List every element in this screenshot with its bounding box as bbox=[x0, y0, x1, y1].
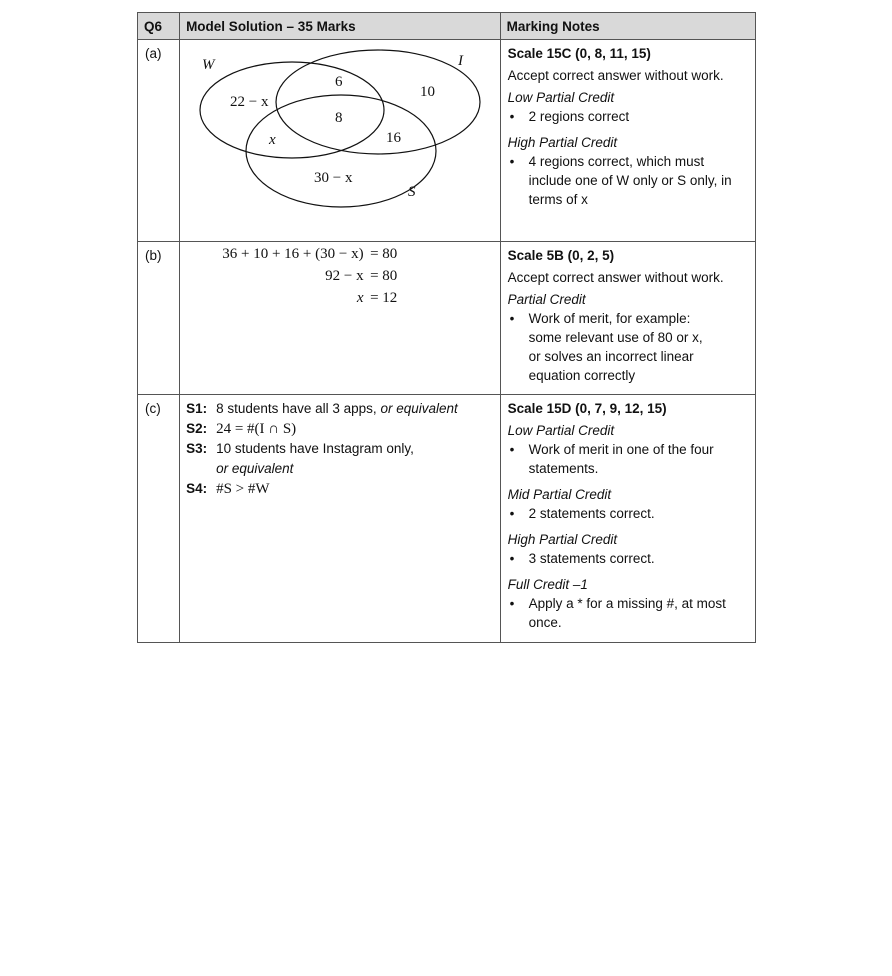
part-b-bullet bbox=[508, 309, 749, 385]
part-a-high-credit: High Partial Credit bbox=[507, 135, 618, 150]
part-c-notes bbox=[500, 395, 755, 643]
s2-text: 24 = #(I ∩ S) bbox=[216, 421, 297, 437]
bullet-icon: • bbox=[509, 596, 515, 611]
s4-label: S4: bbox=[186, 481, 208, 496]
part-c-full-text: Apply a * for a missing #, at most once. bbox=[528, 596, 726, 630]
part-c-mid-bullet bbox=[508, 504, 749, 523]
part-a-scale: Scale 15C (0, 8, 11, 15) bbox=[507, 46, 651, 61]
venn-w-i-only: 6 bbox=[335, 74, 343, 90]
header-q: Q6 bbox=[138, 13, 180, 40]
s4-text: #S > #W bbox=[216, 481, 270, 497]
part-a-high-bullet bbox=[508, 152, 749, 209]
venn-w-only: 22 − x bbox=[230, 94, 269, 110]
bullet-icon: • bbox=[509, 506, 515, 521]
eq1-left: 36 + 10 + 16 + (30 − x) bbox=[222, 246, 364, 262]
row-part-a bbox=[138, 40, 756, 242]
part-b-label: (b) bbox=[138, 242, 180, 395]
part-b-b1-line3: or solves an incorrect linear bbox=[528, 349, 694, 364]
part-b-notes bbox=[500, 242, 755, 395]
bullet-icon: • bbox=[509, 109, 515, 124]
venn-i-only: 10 bbox=[420, 84, 436, 100]
part-c-high-credit: High Partial Credit bbox=[507, 532, 618, 547]
venn-s-only: 30 − x bbox=[314, 170, 353, 186]
bullet-icon: • bbox=[509, 442, 515, 457]
marking-scheme-table bbox=[137, 12, 756, 643]
part-b-b1-line4: equation correctly bbox=[528, 368, 636, 383]
s2-label: S2: bbox=[186, 421, 208, 436]
row-part-b bbox=[138, 242, 756, 395]
part-b-solution bbox=[180, 242, 501, 395]
s3-label: S3: bbox=[186, 441, 208, 456]
statement-s3 bbox=[186, 439, 494, 479]
s1-text: 8 students have all 3 apps, bbox=[216, 401, 377, 416]
part-c-low-credit: Low Partial Credit bbox=[507, 423, 615, 438]
bullet-icon: • bbox=[509, 551, 515, 566]
s3-equiv: or equivalent bbox=[216, 461, 294, 476]
s1-equiv: or equivalent bbox=[380, 401, 458, 416]
s3-text: 10 students have Instagram only, bbox=[216, 441, 414, 456]
part-a-accept: Accept correct answer without work. bbox=[507, 68, 724, 83]
part-b-b1-line2: some relevant use of 80 or x, bbox=[528, 330, 703, 345]
venn-diagram bbox=[180, 40, 500, 238]
part-a-low-bullet bbox=[508, 107, 749, 126]
venn-ellipse-i bbox=[276, 50, 480, 154]
s1-label: S1: bbox=[186, 401, 208, 416]
eq3-left: x bbox=[356, 290, 364, 306]
part-c-mid-credit: Mid Partial Credit bbox=[507, 487, 612, 502]
eq1-right: = 80 bbox=[370, 246, 398, 262]
part-b-accept: Accept correct answer without work. bbox=[507, 270, 724, 285]
part-c-scale: Scale 15D (0, 7, 9, 12, 15) bbox=[507, 401, 667, 416]
part-b-scale: Scale 5B (0, 2, 5) bbox=[507, 248, 615, 263]
header-row bbox=[138, 13, 756, 40]
header-solution: Model Solution – 35 Marks bbox=[180, 13, 501, 40]
part-a-notes bbox=[500, 40, 755, 242]
part-c-full-credit: Full Credit –1 bbox=[507, 577, 588, 592]
row-part-c bbox=[138, 395, 756, 643]
part-a-solution bbox=[180, 40, 501, 242]
part-c-label: (c) bbox=[138, 395, 180, 643]
venn-label-s: S bbox=[408, 184, 416, 200]
part-c-mid-text: 2 statements correct. bbox=[528, 506, 655, 521]
venn-label-i: I bbox=[458, 53, 464, 69]
part-b-b1-line1: Work of merit, for example: bbox=[528, 311, 691, 326]
venn-w-s-only: x bbox=[269, 132, 276, 148]
part-c-full-bullet bbox=[508, 594, 749, 632]
statement-s4 bbox=[186, 479, 494, 499]
header-notes: Marking Notes bbox=[500, 13, 755, 40]
venn-i-s-only: 16 bbox=[386, 130, 402, 146]
bullet-icon: • bbox=[509, 154, 515, 169]
venn-label-w: W bbox=[202, 57, 215, 73]
part-c-high-bullet bbox=[508, 549, 749, 568]
part-b-partial-credit: Partial Credit bbox=[507, 292, 586, 307]
eq3-right: = 12 bbox=[370, 290, 398, 306]
statement-s2 bbox=[186, 419, 494, 439]
part-a-low-credit: Low Partial Credit bbox=[507, 90, 615, 105]
part-c-solution bbox=[180, 395, 501, 643]
venn-all-three: 8 bbox=[335, 110, 343, 126]
part-a-high-text: 4 regions correct, which must include one of W only or S only, in terms of x bbox=[528, 154, 732, 207]
part-c-high-text: 3 statements correct. bbox=[528, 551, 655, 566]
eq2-right: = 80 bbox=[370, 268, 398, 284]
venn-ellipse-w bbox=[200, 62, 384, 158]
part-c-low-text: Work of merit in one of the four statements. bbox=[528, 442, 714, 476]
part-a-low-text: 2 regions correct bbox=[528, 109, 630, 124]
bullet-icon: • bbox=[509, 311, 515, 326]
eq2-left: 92 − x bbox=[325, 268, 364, 284]
part-c-low-bullet bbox=[508, 440, 749, 478]
statement-s1 bbox=[186, 399, 494, 419]
part-a-label: (a) bbox=[138, 40, 180, 242]
